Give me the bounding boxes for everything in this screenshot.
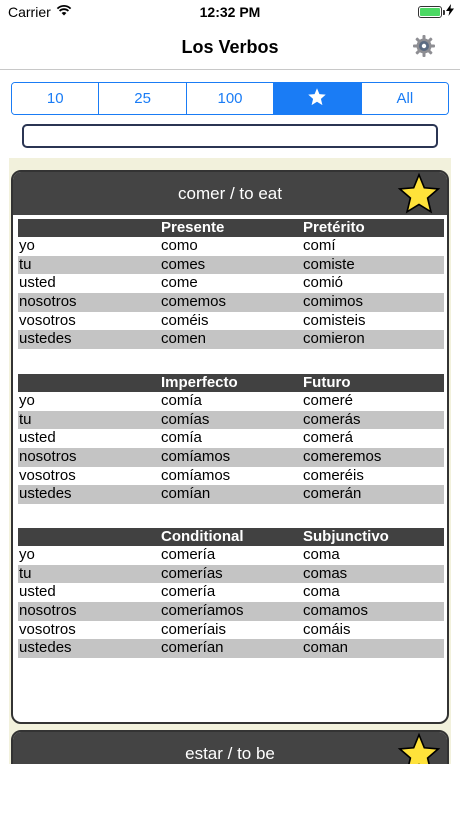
segment-all[interactable]: All: [362, 83, 448, 114]
table-row: usted come comió: [19, 274, 344, 292]
table-row: tu comerías comas: [18, 565, 444, 584]
verb-title: estar / to be: [185, 743, 275, 763]
segment-25[interactable]: 25: [99, 83, 186, 114]
table-row: vosotros coméis comisteis: [19, 311, 366, 329]
status-time: 12:32 PM: [199, 4, 261, 20]
table-row: tu comes comiste: [18, 256, 444, 275]
favorite-star-icon[interactable]: [397, 732, 441, 764]
verb-card: [11, 730, 449, 764]
conjugation-table: [18, 528, 444, 658]
table-row: nosotros comeríamos comamos: [18, 602, 444, 621]
carrier-label: Carrier: [8, 4, 51, 20]
verb-title: comer / to eat: [178, 183, 282, 203]
table-row: nosotros comíamos comeremos: [18, 448, 444, 467]
verb-card-header: [13, 732, 447, 764]
verb-card-header: [13, 172, 447, 215]
table-row: vosotros comeríais comáis: [19, 620, 351, 638]
search-input[interactable]: [22, 124, 438, 148]
star-icon: [307, 87, 327, 111]
segment-100[interactable]: 100: [187, 83, 274, 114]
table-header: Imperfecto Futuro: [18, 374, 444, 392]
table-row: usted comía comerá: [19, 429, 354, 447]
segment-favorites[interactable]: [274, 83, 361, 114]
table-row: ustedes comerían coman: [18, 639, 444, 658]
status-bar: [0, 0, 460, 24]
page-title: Los Verbos: [181, 37, 279, 57]
verb-card: [11, 170, 449, 724]
bottom-blank-area: [0, 764, 460, 818]
table-row: usted comería coma: [19, 583, 340, 601]
battery-fill: [420, 8, 440, 16]
battery-icon: [418, 6, 442, 18]
verb-list[interactable]: [9, 158, 451, 764]
table-row: ustedes comían comerán: [18, 485, 444, 504]
gear-icon[interactable]: [412, 34, 436, 58]
favorite-star-icon[interactable]: [397, 172, 441, 216]
table-row: tu comías comerás: [18, 411, 444, 430]
table-row: vosotros comíamos comeréis: [19, 466, 364, 484]
table-header: Presente Pretérito: [18, 219, 444, 237]
navigation-bar: [0, 24, 460, 70]
bolt-icon: [446, 4, 454, 19]
conjugation-table: [18, 219, 444, 349]
count-filter-segmented-control: [11, 82, 449, 115]
table-row: yo comía comeré: [19, 392, 354, 409]
table-header: Conditional Subjunctivo: [18, 528, 444, 546]
table-row: yo como comí: [19, 237, 336, 254]
segment-10[interactable]: 10: [12, 83, 99, 114]
table-row: yo comería coma: [19, 546, 340, 563]
conjugation-table: [18, 374, 444, 504]
table-row: nosotros comemos comimos: [18, 293, 444, 312]
table-row: ustedes comen comieron: [18, 330, 444, 349]
